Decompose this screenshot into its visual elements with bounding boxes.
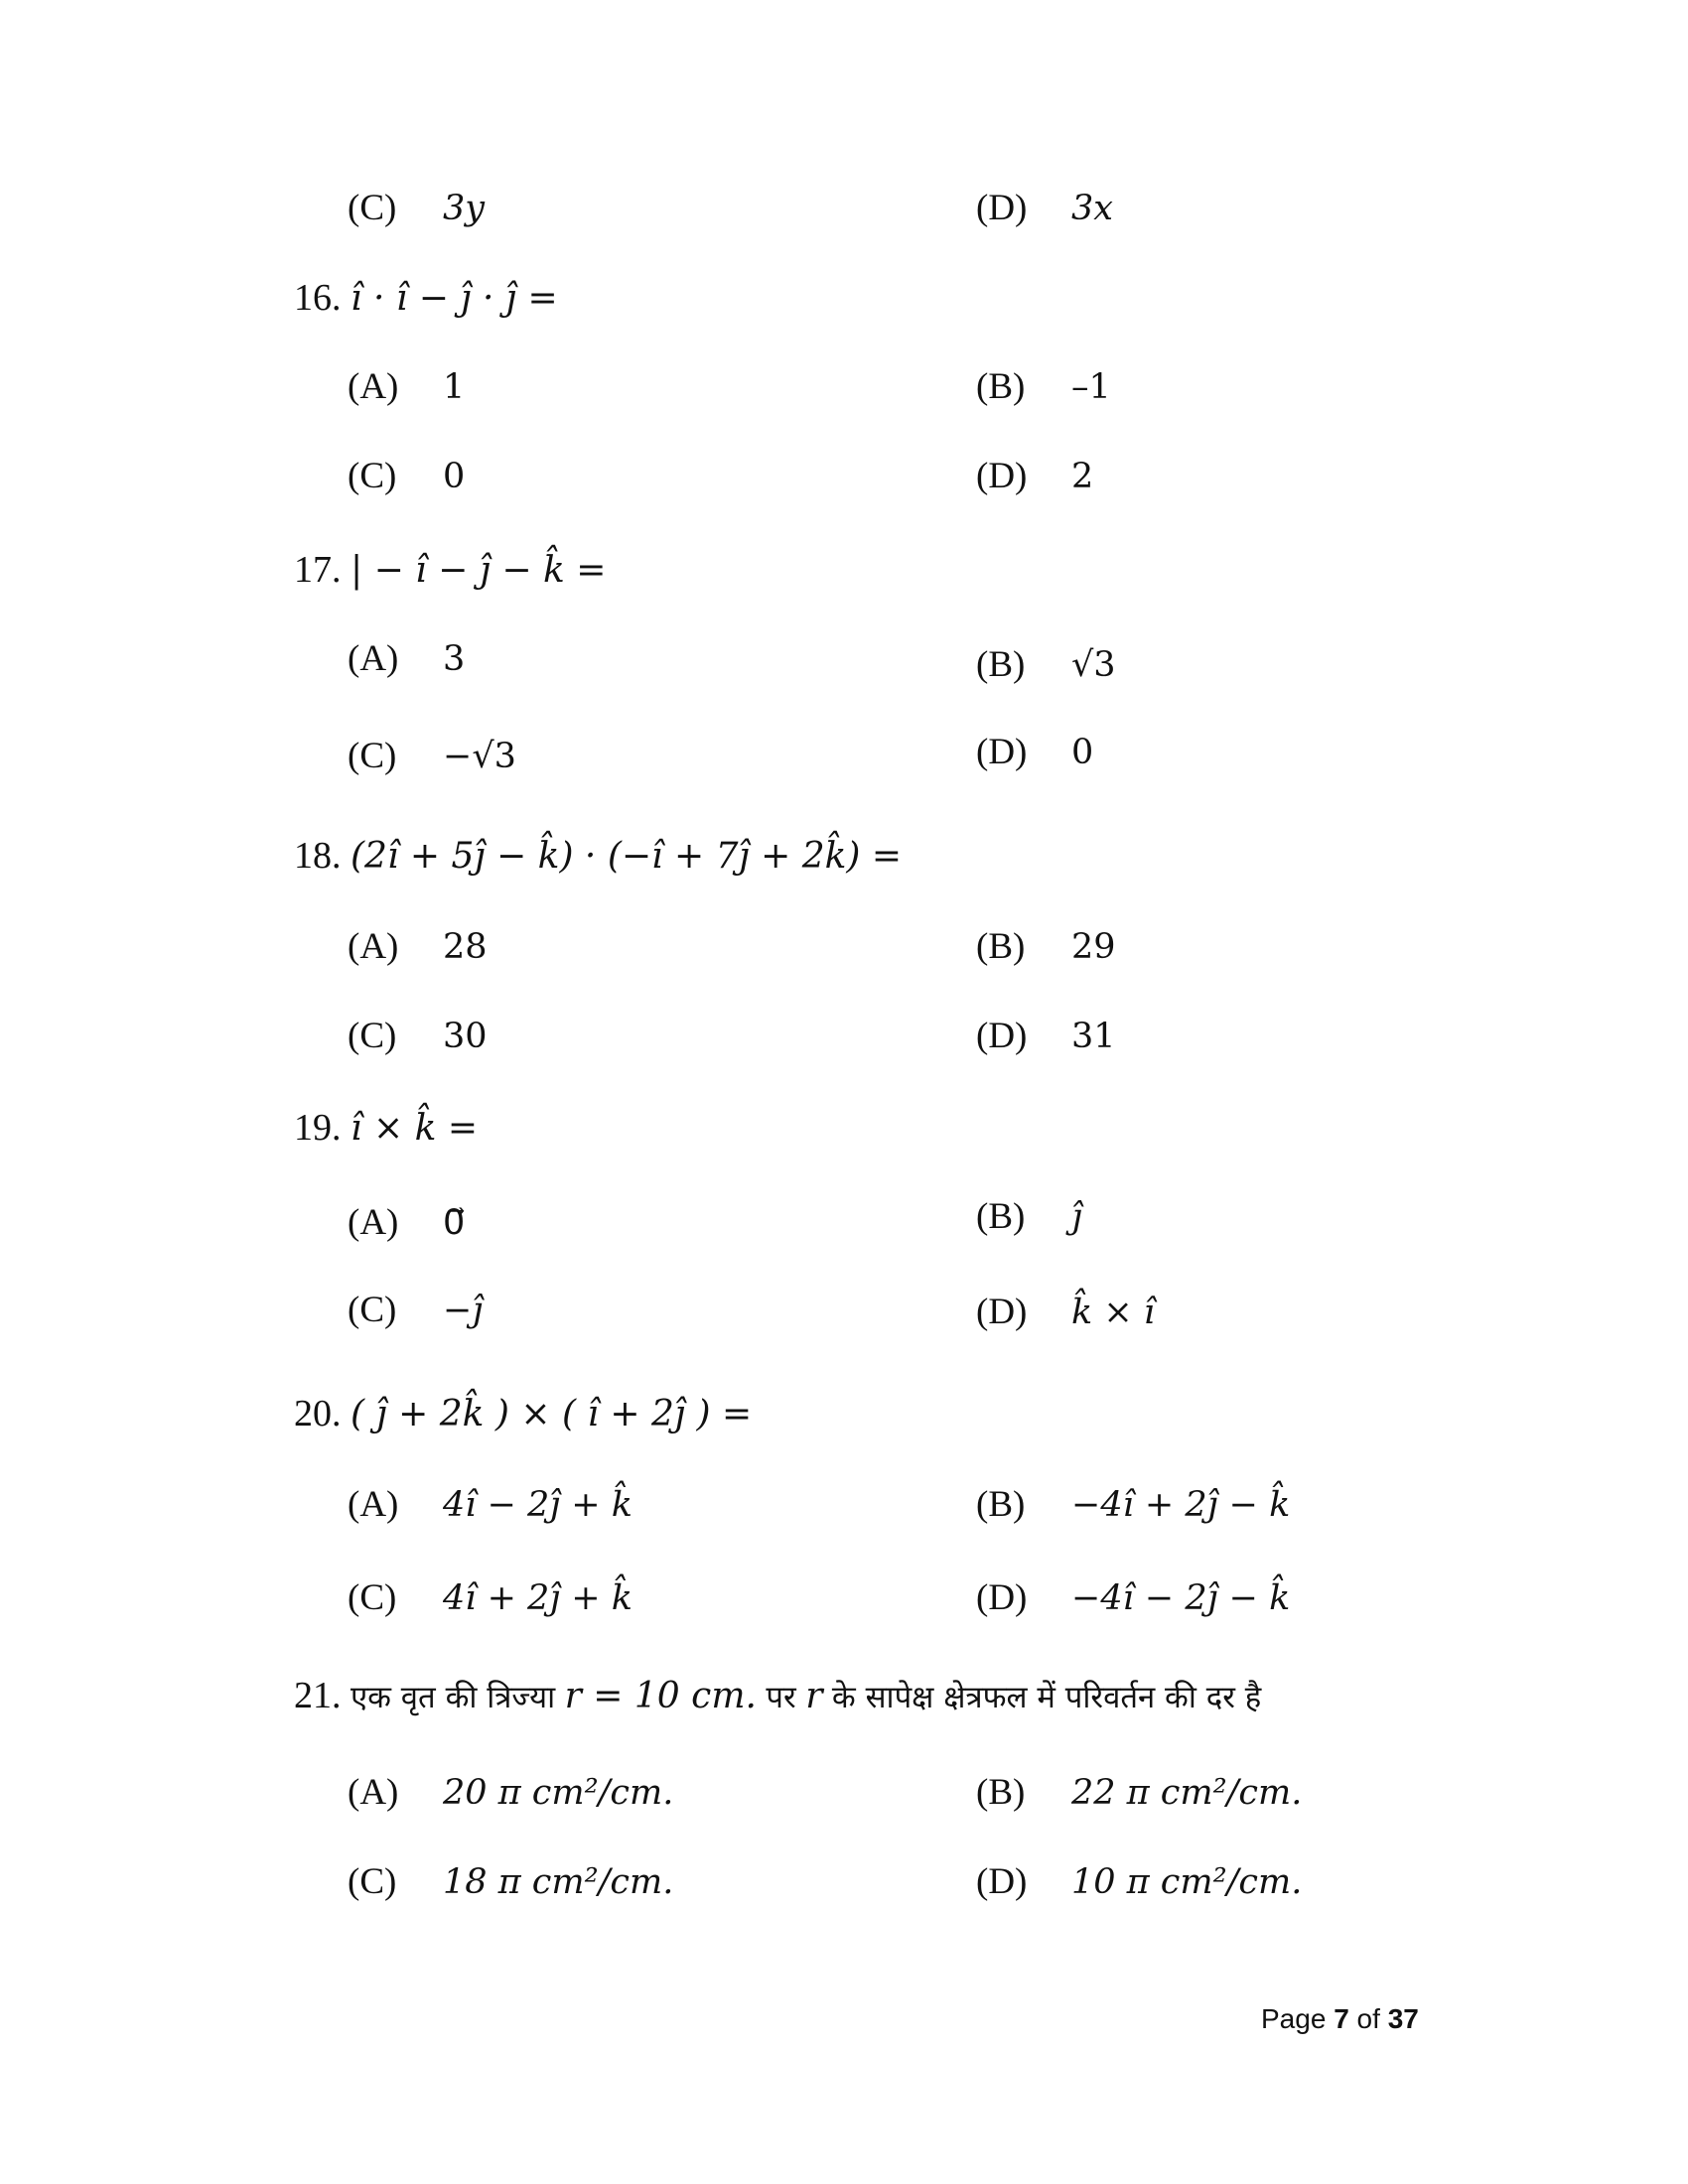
q20-option-d <box>976 1576 1290 1619</box>
q20-option-c <box>348 1576 633 1619</box>
option-value: −4î − 2ĵ − k̂ <box>1071 1578 1291 1618</box>
option-value: 10 π cm²/cm. <box>1071 1862 1303 1902</box>
question-number: 17. <box>294 549 342 591</box>
option-value: 4î − 2ĵ + k̂ <box>443 1485 633 1525</box>
option-value: 2 <box>1071 457 1094 496</box>
q17-option-c <box>348 735 516 777</box>
option-d <box>976 187 1113 229</box>
option-label: (A) <box>348 1772 399 1813</box>
option-label: (D) <box>976 456 1028 496</box>
option-value: 18 π cm²/cm. <box>443 1862 674 1902</box>
option-label: (C) <box>348 736 397 776</box>
option-value: 3y <box>443 189 486 228</box>
q16-option-a <box>348 365 465 408</box>
q21-option-c <box>348 1860 673 1903</box>
page-prefix: Page <box>1261 2003 1327 2034</box>
q16-option-b <box>976 365 1111 408</box>
option-label: (B) <box>976 1196 1026 1237</box>
question-number: 16. <box>294 277 342 319</box>
option-value: 28 <box>443 927 488 967</box>
question-text-hindi: पर <box>766 1680 796 1715</box>
q19-option-d <box>976 1291 1155 1333</box>
q21-option-b <box>976 1771 1302 1814</box>
question-math: r <box>805 1676 823 1716</box>
option-label: (D) <box>976 1292 1028 1332</box>
question-number: 19. <box>294 1107 342 1149</box>
question-19 <box>294 1106 478 1150</box>
question-text: | − î − ĵ − k̂ = <box>351 550 607 591</box>
option-label: (B) <box>976 644 1026 685</box>
option-value: −ĵ <box>443 1291 484 1330</box>
q17-option-d <box>976 731 1093 773</box>
question-21 <box>294 1674 1261 1717</box>
option-label: (B) <box>976 926 1026 967</box>
page-current: 7 <box>1334 2003 1349 2034</box>
question-text-hindi: के सापेक्ष क्षेत्रफल में परिवर्तन की दर है <box>831 1680 1262 1715</box>
option-value: 0 <box>443 457 466 496</box>
option-value: 3 <box>443 639 466 679</box>
question-number: 18. <box>294 835 342 877</box>
option-label: (C) <box>348 1577 397 1618</box>
q19-option-b <box>976 1195 1082 1238</box>
q18-option-c <box>348 1015 488 1057</box>
option-value: 3x <box>1071 189 1114 228</box>
option-value: 29 <box>1071 927 1116 967</box>
page-number <box>1261 2003 1419 2035</box>
question-20 <box>294 1392 752 1435</box>
option-label: (C) <box>348 1290 397 1330</box>
option-label: (B) <box>976 1484 1026 1525</box>
option-value: 30 <box>443 1017 488 1056</box>
option-value: −√3 <box>443 737 516 776</box>
q18-option-d <box>976 1015 1116 1057</box>
option-value: 0⃗ <box>443 1203 466 1243</box>
question-16 <box>294 276 558 320</box>
option-label: (D) <box>976 1577 1028 1618</box>
question-math: r = 10 cm. <box>564 1676 757 1716</box>
option-value: 31 <box>1071 1017 1116 1056</box>
page-of: of <box>1356 2003 1380 2034</box>
page-total: 37 <box>1387 2003 1419 2034</box>
option-label: (C) <box>348 188 397 228</box>
question-text-hindi: एक वृत की त्रिज्या <box>351 1680 556 1715</box>
option-label: (A) <box>348 366 399 407</box>
option-label: (A) <box>348 1484 399 1525</box>
question-number: 21. <box>294 1675 342 1716</box>
option-value: √3 <box>1071 645 1116 685</box>
q21-option-d <box>976 1860 1302 1903</box>
option-c <box>348 187 485 229</box>
q18-option-b <box>976 925 1116 968</box>
q19-option-c <box>348 1289 483 1331</box>
option-label: (D) <box>976 1016 1028 1056</box>
option-label: (A) <box>348 1202 399 1243</box>
q16-option-d <box>976 455 1093 497</box>
q16-option-c <box>348 455 465 497</box>
q20-option-b <box>976 1483 1290 1526</box>
question-text: (2î + 5ĵ − k̂) · (−î + 7ĵ + 2k̂) = <box>351 836 903 877</box>
question-number: 20. <box>294 1393 342 1434</box>
q18-option-a <box>348 925 488 968</box>
q20-option-a <box>348 1483 633 1526</box>
option-value: 4î + 2ĵ + k̂ <box>443 1578 633 1618</box>
question-text: ( ĵ + 2k̂ ) × ( î + 2ĵ ) = <box>351 1394 753 1434</box>
option-value: 1 <box>443 367 466 407</box>
option-label: (C) <box>348 456 397 496</box>
question-18 <box>294 834 902 878</box>
option-label: (D) <box>976 188 1028 228</box>
option-label: (A) <box>348 638 399 679</box>
q21-option-a <box>348 1771 673 1814</box>
option-value: 22 π cm²/cm. <box>1071 1773 1303 1813</box>
option-value: ĵ <box>1071 1197 1082 1237</box>
question-17 <box>294 548 606 592</box>
option-label: (A) <box>348 926 399 967</box>
option-value: k̂ × î <box>1071 1293 1155 1332</box>
option-label: (D) <box>976 1861 1028 1902</box>
option-label: (D) <box>976 732 1028 772</box>
option-label: (C) <box>348 1016 397 1056</box>
q17-option-a <box>348 637 465 680</box>
question-text: î · î − ĵ · ĵ = <box>351 278 558 319</box>
question-text: î × k̂ = <box>351 1108 478 1149</box>
q17-option-b <box>976 643 1116 686</box>
option-value: −4î + 2ĵ − k̂ <box>1071 1485 1291 1525</box>
option-label: (B) <box>976 366 1026 407</box>
option-value: –1 <box>1071 367 1111 407</box>
option-value: 0 <box>1071 733 1094 772</box>
option-label: (C) <box>348 1861 397 1902</box>
option-value: 20 π cm²/cm. <box>443 1773 674 1813</box>
option-label: (B) <box>976 1772 1026 1813</box>
q19-option-a <box>348 1201 465 1244</box>
